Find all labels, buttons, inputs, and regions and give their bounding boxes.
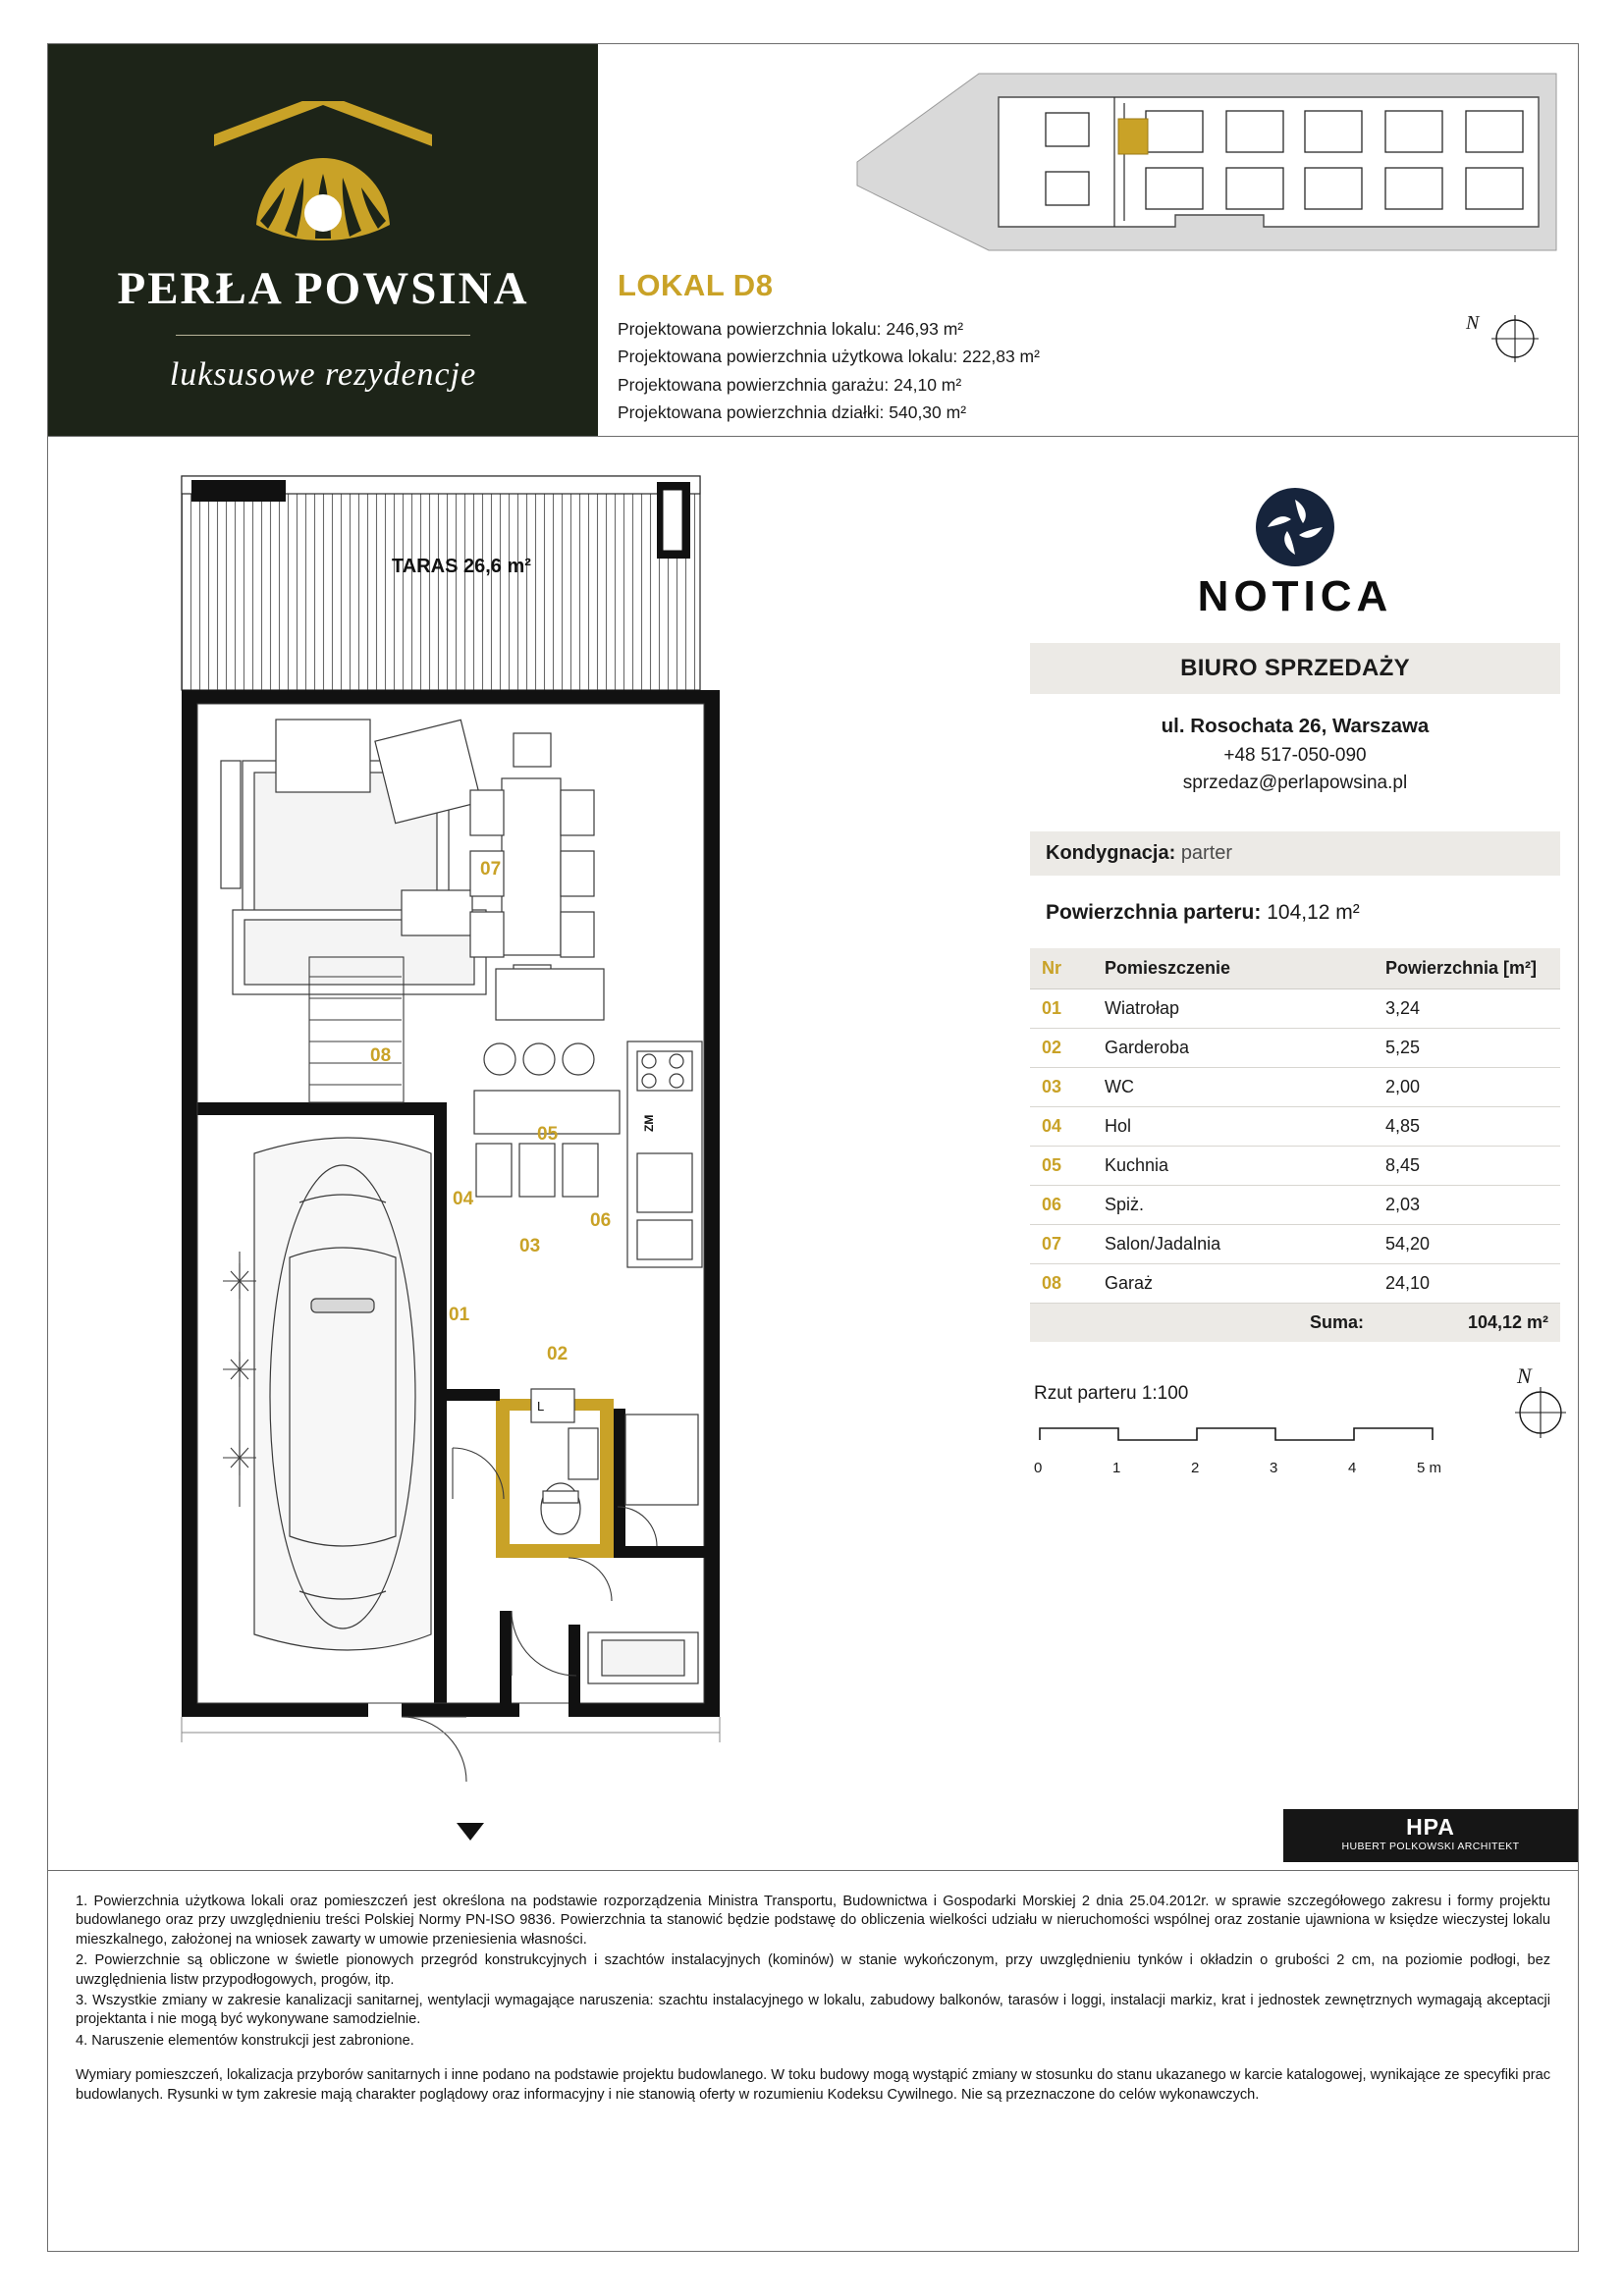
storey-area-value: 104,12 m² [1267, 900, 1360, 924]
scale-tick-4: 4 [1348, 1459, 1357, 1476]
svg-text:06: 06 [590, 1210, 612, 1231]
footer-note-2: 2. Powierzchnie są obliczone w świetle pionowych przegród konstrukcyjnych i szachtów instalacyjnych (kominów) w stanie wykończonym, przy uwzględnieniu tynków i okładzin o grubości 2 cm, na poziomie podłogi, bez uwzględnienia listw przypodłogowych, progów, itp. [76, 1952, 1550, 1988]
footer-note-4: 4. Naruszenie elementów konstrukcji jest zabronione. [76, 2032, 414, 2049]
svg-text:02: 02 [547, 1344, 568, 1364]
table-row [1030, 1185, 1560, 1224]
agency-name: NOTICA [1197, 572, 1393, 620]
svg-text:08: 08 [370, 1045, 392, 1066]
svg-text:L: L [537, 1399, 545, 1414]
architect-abbr: HPA [1406, 1814, 1455, 1840]
row-area: 2,03 [1374, 1185, 1560, 1224]
row-name: Spiż. [1093, 1185, 1374, 1224]
unit-area-usable: Projektowana powierzchnia użytkowa lokalu: 222,83 m² [618, 347, 1040, 367]
svg-text:07: 07 [480, 859, 502, 880]
office-phone: +48 517-050-090 [1223, 744, 1367, 766]
architect-badge [1283, 1809, 1578, 1862]
unit-area-plot: Projektowana powierzchnia działki: 540,30 m² [618, 402, 967, 423]
row-name: Salon/Jadalnia [1093, 1224, 1374, 1263]
svg-text:04: 04 [453, 1189, 474, 1209]
floor-plan [107, 466, 971, 1968]
row-nr: 05 [1030, 1146, 1093, 1185]
row-area: 54,20 [1374, 1224, 1560, 1263]
svg-text:ZM: ZM [642, 1114, 656, 1132]
row-nr: 03 [1030, 1067, 1093, 1106]
arch-icon [210, 101, 436, 148]
row-nr: 02 [1030, 1028, 1093, 1067]
footer-notes [48, 1870, 1578, 2252]
row-nr: 01 [1030, 988, 1093, 1028]
row-name: Kuchnia [1093, 1146, 1374, 1185]
storey-area-row [1030, 901, 1560, 925]
architect-full: HUBERT POLKOWSKI ARCHITEKT [1341, 1841, 1520, 1852]
table-row [1030, 1106, 1560, 1146]
svg-text:TARAS 26,6 m²: TARAS 26,6 m² [392, 556, 531, 577]
row-area: 3,24 [1374, 988, 1560, 1028]
row-nr: 06 [1030, 1185, 1093, 1224]
scale-title: Rzut parteru 1:100 [1034, 1382, 1189, 1404]
brand-tagline: luksusowe rezydencje [169, 356, 477, 393]
svg-text:N: N [1466, 312, 1480, 334]
storey-value: parter [1180, 841, 1233, 864]
row-name: Wiatrołap [1093, 988, 1374, 1028]
scale-tick-5: 5 m [1417, 1459, 1442, 1476]
office-email: sprzedaz@perlapowsina.pl [1182, 773, 1408, 794]
row-area: 24,10 [1374, 1263, 1560, 1303]
unit-title: LOKAL D8 [618, 268, 774, 302]
storey-area-label: Powierzchnia parteru: [1046, 900, 1262, 924]
row-area: 4,85 [1374, 1106, 1560, 1146]
storey-row [1030, 831, 1560, 876]
table-row [1030, 1028, 1560, 1067]
footer-disclaimer: Wymiary pomieszczeń, lokalizacja przyborów sanitarnych i inne podano na podstawie projektu budowlanego. W toku budowy mogą wystąpić zmiany w stosunku do stanu ukazanego w karcie katalogowej, wynikające ze specyfiki prac budowlanych. Rysunki w tym zakresie mają charakter poglądowy oraz informacyjny i nie stanowią oferty w rozumieniu Kodeksu Cywilnego. Nie są przeznaczone do celów wykonawczych. [76, 2067, 1550, 2103]
rooms-table [1030, 948, 1560, 1342]
row-name: WC [1093, 1067, 1374, 1106]
row-nr: 07 [1030, 1224, 1093, 1263]
scale-block [1030, 1362, 1560, 1476]
row-name: Hol [1093, 1106, 1374, 1146]
scale-tick-0: 0 [1034, 1459, 1043, 1476]
info-column [1030, 486, 1560, 1476]
scale-tick-1: 1 [1112, 1459, 1121, 1476]
catalog-sheet [47, 43, 1579, 2252]
compass-icon-bottom [1491, 1362, 1580, 1450]
table-row [1030, 988, 1560, 1028]
col-area: Powierzchnia [m²] [1374, 948, 1560, 989]
row-area: 2,00 [1374, 1067, 1560, 1106]
header [48, 44, 1578, 437]
brand-divider [176, 335, 470, 336]
svg-text:N: N [1517, 1362, 1532, 1388]
scale-bar [1034, 1424, 1446, 1476]
sum-label: Suma: [1030, 1303, 1374, 1342]
scale-tick-3: 3 [1270, 1459, 1278, 1476]
footer-note-3: 3. Wszystkie zmiany w zakresie kanalizacji sanitarnej, wentylacji wymagające naruszenia: szachtu instalacyjnego w lokalu, zabudowy balkonów, tarasów i loggi, instalacji markiz, krat i jednostek zewnętrznych wymagają akceptacji projektanta i nie mogą być wykonywane samodzielnie. [76, 1993, 1550, 2028]
notica-mark-icon [1254, 486, 1336, 568]
key-plan [851, 68, 1568, 264]
row-nr: 08 [1030, 1263, 1093, 1303]
row-area: 5,25 [1374, 1028, 1560, 1067]
unit-info [618, 268, 1167, 426]
svg-text:01: 01 [449, 1305, 470, 1325]
table-row [1030, 1224, 1560, 1263]
svg-text:05: 05 [537, 1124, 559, 1145]
rooms-table-header [1030, 948, 1560, 989]
storey-label: Kondygnacja: [1046, 841, 1176, 864]
brand-name: PERŁA POWSINA [117, 263, 529, 314]
sum-value: 104,12 m² [1374, 1303, 1560, 1342]
col-nr: Nr [1030, 948, 1093, 989]
row-name: Garaż [1093, 1263, 1374, 1303]
table-row [1030, 1263, 1560, 1303]
table-sum-row [1030, 1303, 1560, 1342]
col-room: Pomieszczenie [1093, 948, 1374, 989]
table-row [1030, 1067, 1560, 1106]
row-nr: 04 [1030, 1106, 1093, 1146]
shell-icon [249, 152, 397, 246]
compass-icon-top [1458, 307, 1546, 366]
unit-area-total: Projektowana powierzchnia lokalu: 246,93 m² [618, 319, 964, 339]
scale-tick-2: 2 [1191, 1459, 1200, 1476]
row-name: Garderoba [1093, 1028, 1374, 1067]
footer-note-1: 1. Powierzchnia użytkowa lokali oraz pomieszczeń jest określona na podstawie rozporządzenia Ministra Transportu, Budownictwa i Gospodarki Morskiej 2 dnia 25.04.2012r. w sprawie szczegółowego zakresu i formy projektu budowlanego oraz przy uwzględnieniu treści Polskiej Normy PN-ISO 9836. Powierzchnia ta stanowić będzie podstawę do obliczenia wielkości udziału w nieruchomości wspólnej oraz zostanie ujawniona w księdze wieczystej lokalu mieszkalnego, założonej na wniosek zawarty w umowie przeniesienia własności. [76, 1894, 1550, 1948]
unit-area-garage: Projektowana powierzchnia garażu: 24,10 m² [618, 374, 962, 395]
table-row [1030, 1146, 1560, 1185]
office-label: BIURO SPRZEDAŻY [1030, 643, 1560, 694]
row-area: 8,45 [1374, 1146, 1560, 1185]
contact-block [1030, 712, 1560, 798]
office-address: ul. Rosochata 26, Warszawa [1161, 715, 1430, 737]
svg-text:03: 03 [519, 1236, 541, 1256]
agency-logo [1030, 486, 1560, 621]
brand-panel [48, 44, 598, 436]
